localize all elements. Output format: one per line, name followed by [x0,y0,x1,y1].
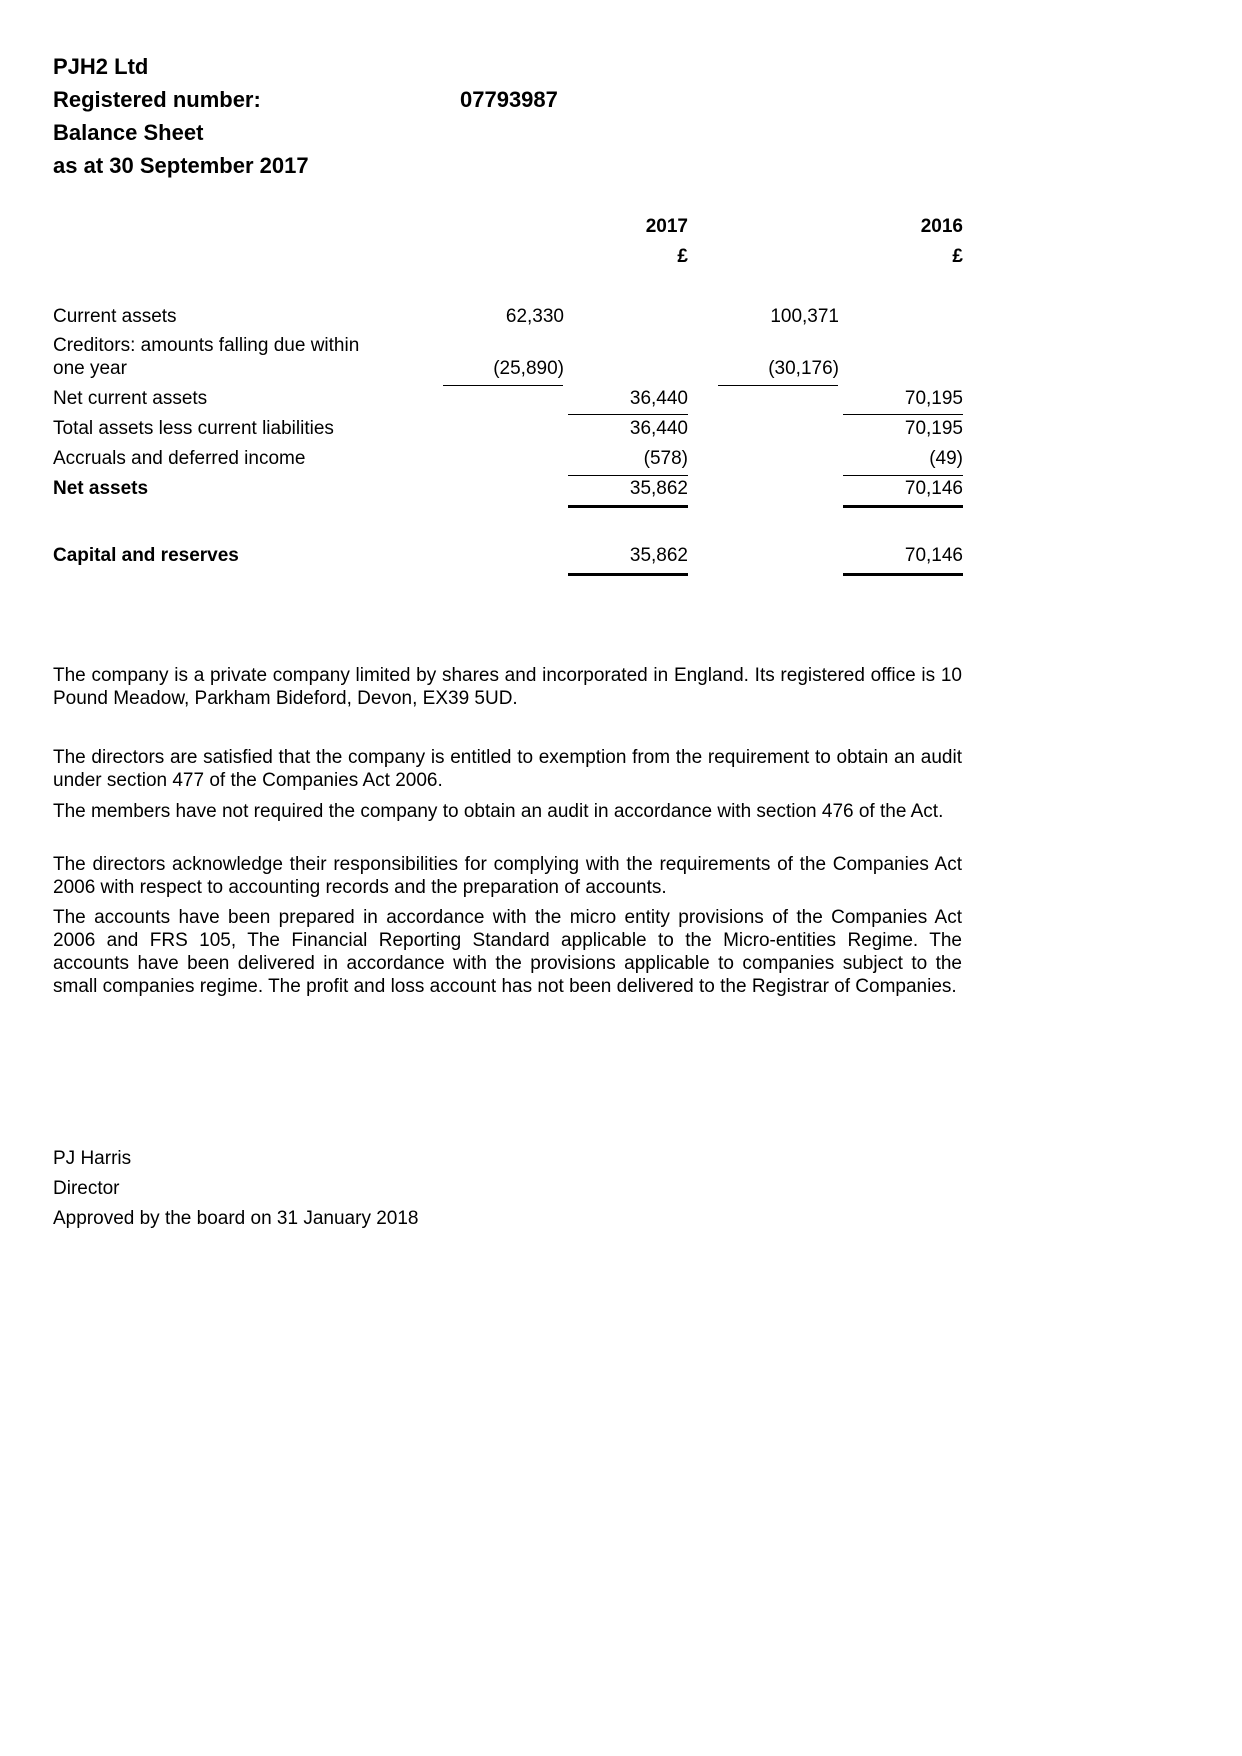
net-current-assets-2017: 36,440 [629,388,688,409]
capital-and-reserves-2017: 35,862 [629,545,688,566]
document-title: Balance Sheet [53,120,204,145]
column-year-2016: 2016 [920,216,963,237]
total-rule [843,505,963,508]
note-audit-exemption: The directors are satisfied that the company is entitled to exemption from the requirement to obtain an audit under section 477 of the Companies Act 2006. [53,747,962,791]
row-label-total-assets-less-current-liabilities: Total assets less current liabilities [53,418,334,439]
approval-date: Approved by the board on 31 January 2018 [53,1208,419,1229]
row-label-net-assets: Net assets [53,478,149,499]
registered-number: 07793987 [460,87,558,112]
row-label-creditors-line1: Creditors: amounts falling due within [53,335,360,356]
total-assets-less-cl-2016: 70,195 [904,418,963,439]
current-assets-2016: 100,371 [770,306,839,327]
subtotal-rule [843,475,963,476]
net-current-assets-2016: 70,195 [904,388,963,409]
signatory-name: PJ Harris [53,1148,132,1169]
row-label-capital-and-reserves: Capital and reserves [53,545,239,566]
capital-and-reserves-2016: 70,146 [904,545,963,566]
subtotal-rule [443,385,563,386]
note-members-audit: The members have not required the company to obtain an audit in accordance with section 476 of the Act. [53,801,944,822]
registered-number-label: Registered number: [53,87,261,112]
note-micro-entity-provisions: The accounts have been prepared in accordance with the micro entity provisions of the Companies Act 2006 and FRS 105, The Financial Reporting Standard applicable to the Micro-entities Regime. The accounts have been delivered in accordance with the provisions applicable to companies subject to the small companies regime. The profit and loss account has not been delivered to the Registrar of Companies. [53,907,962,997]
subtotal-rule [718,385,838,386]
row-label-current-assets: Current assets [53,306,177,327]
column-year-2017: 2017 [645,216,688,237]
note-company-info: The company is a private company limited by shares and incorporated in England. Its registered office is 10 Pound Meadow, Parkham Bideford, Devon, EX39 5UD. [53,665,962,709]
subtotal-rule [568,414,688,415]
creditors-2016: (30,176) [768,358,839,379]
signatory-role: Director [53,1178,120,1199]
accruals-2016: (49) [929,448,963,469]
note-directors-responsibilities: The directors acknowledge their responsibilities for complying with the requirements of the Companies Act 2006 with respect to accounting records and the preparation of accounts. [53,854,962,898]
creditors-2017: (25,890) [493,358,564,379]
net-assets-2016: 70,146 [904,478,963,499]
column-currency-2017: £ [677,246,688,267]
balance-sheet-date: as at 30 September 2017 [53,153,309,178]
subtotal-rule [568,475,688,476]
company-name: PJH2 Ltd [53,54,149,79]
current-assets-2017: 62,330 [505,306,564,327]
total-assets-less-cl-2017: 36,440 [629,418,688,439]
row-label-accruals: Accruals and deferred income [53,448,306,469]
subtotal-rule [843,414,963,415]
total-rule [568,573,688,576]
row-label-net-current-assets: Net current assets [53,388,208,409]
column-currency-2016: £ [952,246,963,267]
row-label-creditors-line2: one year [53,358,127,379]
net-assets-2017: 35,862 [629,478,688,499]
total-rule [568,505,688,508]
accruals-2017: (578) [643,448,688,469]
total-rule [843,573,963,576]
